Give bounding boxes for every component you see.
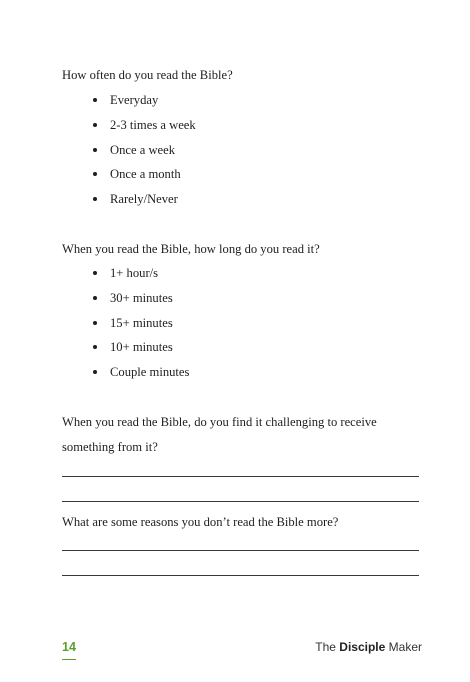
question-3-text [62,414,377,455]
bullet-icon [93,123,97,127]
page-number: 14 [62,640,77,654]
answer-line[interactable] [62,476,419,477]
answer-line[interactable] [62,575,419,576]
bullet-icon [93,370,97,374]
question-1-text: How often do you read the Bible? [62,68,233,82]
bullet-icon [93,345,97,349]
option-label: 10+ minutes [110,340,173,355]
bullet-icon [93,197,97,201]
page-number-underline [62,659,76,660]
book-title [315,640,422,654]
book-title-suffix: Maker [385,640,422,654]
option-label: Couple minutes [110,365,190,380]
list-item [91,191,196,207]
list-item [91,290,189,306]
option-label: 2-3 times a week [110,117,196,132]
bullet-icon [93,172,97,176]
list-item [91,339,189,355]
list-item [91,166,196,182]
answer-line[interactable] [62,550,419,551]
book-title-bold: Disciple [339,640,386,654]
book-title-prefix: The [315,640,340,654]
list-item [91,142,196,158]
option-label: 30+ minutes [110,290,173,305]
question-2-text: When you read the Bible, how long do you read it? [62,242,320,256]
option-label: Everyday [110,93,159,107]
question-3-line-1: When you read the Bible, do you find it challenging to receive [62,415,377,429]
option-label: Once a month [110,167,181,182]
list-item [91,364,189,380]
bullet-icon [93,98,97,102]
option-label: 1+ hour/s [110,266,159,280]
list-item [91,117,196,133]
answer-line[interactable] [62,501,419,502]
bullet-icon [93,148,97,152]
list-item [91,315,189,331]
list-item [91,92,196,108]
option-label: 15+ minutes [110,315,173,330]
bullet-icon [93,321,97,325]
list-item [91,265,189,281]
option-label: Rarely/Never [110,192,178,207]
question-4-text: What are some reasons you don’t read the Bible more? [62,515,339,529]
bullet-icon [93,296,97,300]
question-1-options [91,92,196,216]
question-2-options [91,265,189,389]
option-label: Once a week [110,142,176,157]
question-3-line-2: something from it? [62,440,158,454]
bullet-icon [93,271,97,275]
